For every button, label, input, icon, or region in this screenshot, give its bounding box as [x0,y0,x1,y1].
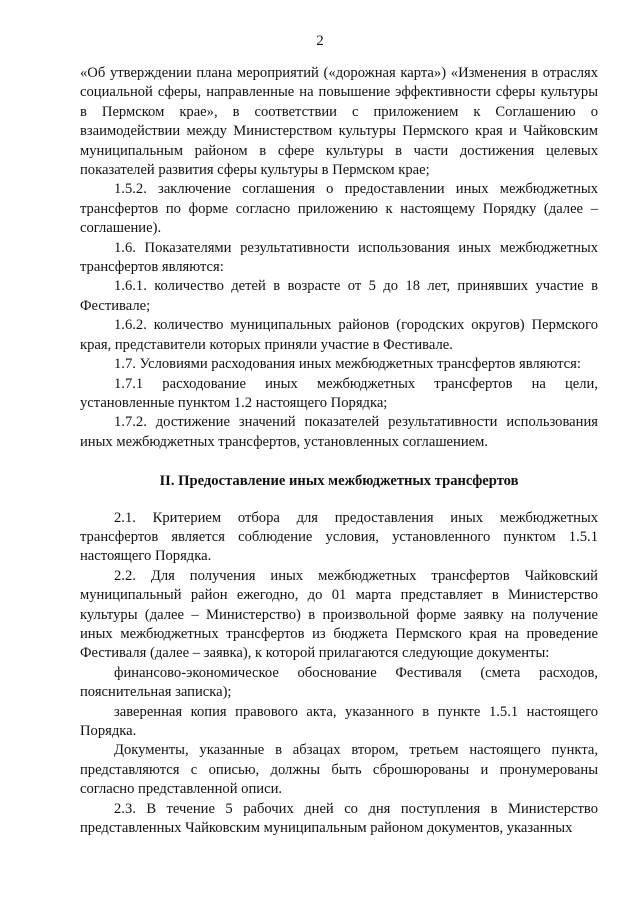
paragraph: 1.5.2. заключение соглашения о предоставлении иных межбюджетных трансфертов по форме согласно приложению к настоящему Порядку (далее – соглашение). [80,181,598,237]
paragraph: 1.6. Показателями результативности использования иных межбюджетных трансфертов являются: [80,239,598,276]
document-body [80,64,598,838]
page-number: 2 [316,33,324,49]
paragraph: заверенная копия правового акта, указанного в пункте 1.5.1 настоящего Порядка. [80,703,598,739]
paragraph: «Об утверждении плана мероприятий («дорожная карта») «Изменения в отраслях социальной сферы, направленные на повышение эффективности сферы культуры в Пермском крае», в соответствии с приложением к Соглашению о взаимодействии между Министерством культуры Пермского края и Чайковским муниципальным районом в сфере культуры в части достижения целевых показателей развития сферы культуры в Пермском крае; [80,65,598,179]
paragraph: 1.6.2. количество муниципальных районов (городских округов) Пермского края, представители которых приняли участие в Фестивале. [80,317,598,353]
paragraph: финансово-экономическое обоснование Фестиваля (смета расходов, пояснительная записка); [80,664,598,701]
paragraph: 1.7.1 расходование иных межбюджетных трансфертов на цели, установленные пунктом 1.2 настоящего Порядка; [80,375,598,411]
paragraph: 1.7. Условиями расходования иных межбюджетных трансфертов являются: [114,356,581,373]
paragraph: Документы, указанные в абзацах втором, третьем настоящего пункта, представляются с описью, должны быть сброшюрованы и пронумерованы согласно представленной описи. [80,742,598,798]
paragraph: 1.6.1. количество детей в возрасте от 5 до 18 лет, принявших участие в Фестивале; [80,278,598,314]
paragraph: 1.7.2. достижение значений показателей результативности использования иных межбюджетных трансфертов, установленных соглашением. [80,414,598,450]
paragraph: 2.1. Критерием отбора для предоставления иных межбюджетных трансфертов является соблюдение условия, установленного пунктом 1.5.1 настоящего Порядка. [80,509,598,565]
section-heading: II. Предоставление иных межбюджетных трансфертов [159,473,519,490]
paragraph: 2.3. В течение 5 рабочих дней со дня поступления в Министерство представленных Чайковским муниципальным районом документов, указанных [80,800,598,837]
paragraph: 2.2. Для получения иных межбюджетных трансфертов Чайковский муниципальный район ежегодно, до 01 марта представляет в Министерство культуры (далее – Министерство) в произвольной форме заявку на получение иных межбюджетных трансфертов из бюджета Пермского края на проведение Фестиваля (далее – заявка), к которой прилагаются следующие документы: [80,567,598,662]
